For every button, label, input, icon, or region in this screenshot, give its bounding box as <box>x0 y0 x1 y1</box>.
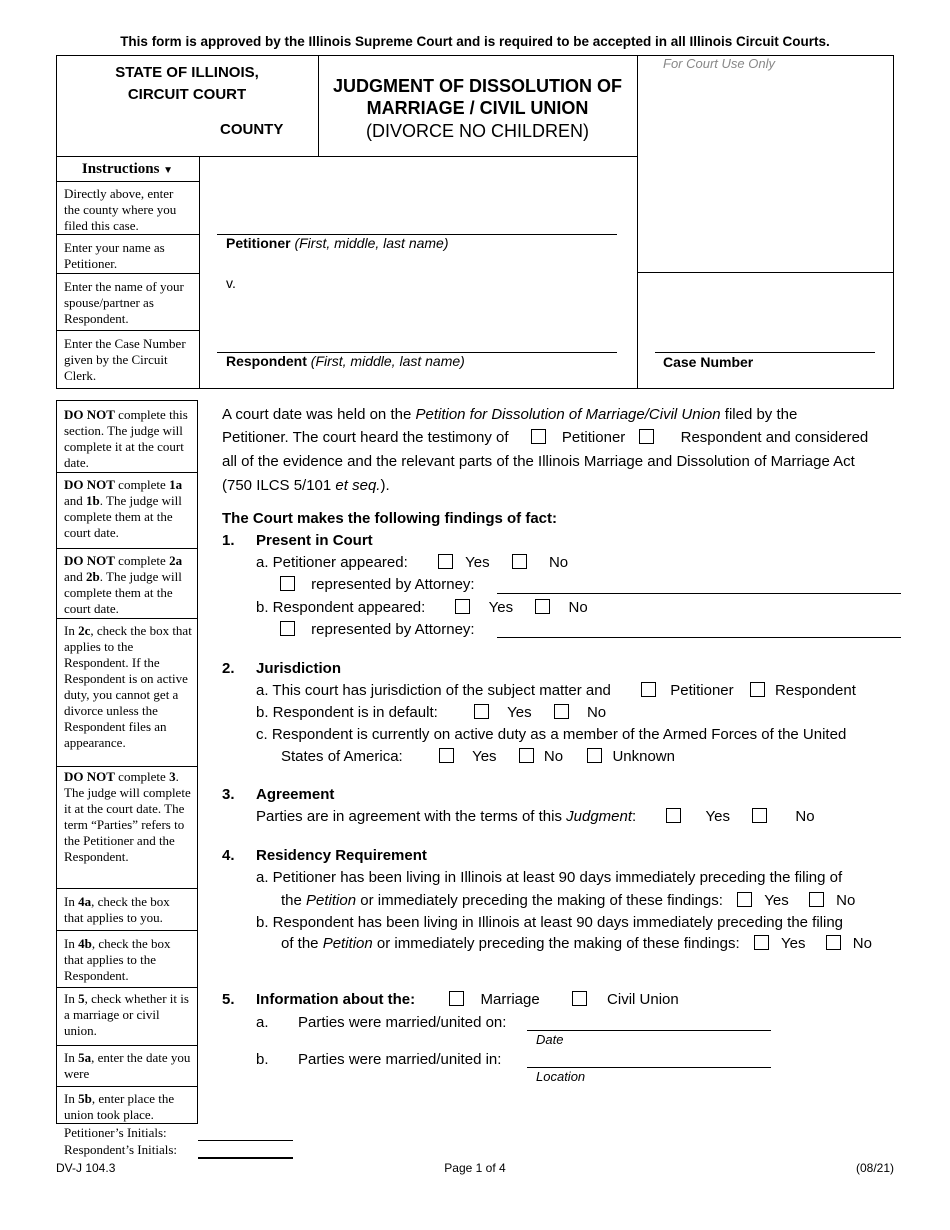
jurisdiction-respondent-checkbox[interactable] <box>750 682 765 697</box>
form-subtitle: (DIVORCE NO CHILDREN) <box>365 121 589 141</box>
triangle-down-icon: ▼ <box>163 165 174 176</box>
union-place-label: Parties were married/united in: <box>298 1051 502 1068</box>
section-3-title: Agreement <box>256 786 335 803</box>
section-2-title: Jurisdiction <box>256 660 342 677</box>
petitioner-initials-label: Petitioner’s Initials: <box>64 1125 167 1140</box>
respondent-residency-yes-checkbox[interactable] <box>754 935 769 950</box>
instruction-section-intro: DO NOT complete this section. The judge will complete it at the court date. <box>64 407 188 470</box>
approval-notice: This form is approved by the Illinois Supreme Court and is required to be accepted in all Illinois Circuit Courts. <box>120 34 830 49</box>
instruction-section-3: DO NOT complete 3. The judge will complete it at the court date. The term “Parties” refers to the Petitioner and the Respondent. <box>64 769 191 864</box>
instruction-section-5b: In 5b, enter place the union took place. <box>64 1091 175 1122</box>
form-title: JUDGMENT OF DISSOLUTION OF MARRIAGE / CIVIL UNION <box>332 76 622 118</box>
section-3-number: 3. <box>222 786 235 803</box>
instruction-section-2ab: DO NOT complete 2a and 2b. The judge will complete them at the court date. <box>64 553 183 616</box>
case-number-field[interactable] <box>655 352 875 353</box>
petitioner-residency-no-checkbox[interactable] <box>809 892 824 907</box>
instructions-heading: Instructions ▼ <box>81 161 174 177</box>
intro-line-3: all of the evidence and the relevant parts of the Illinois Marriage and Dissolution of Marriage Act <box>222 453 855 470</box>
instruction-section-4b: In 4b, check the box that applies to the Respondent. <box>64 936 171 983</box>
respondent-attorney-field[interactable] <box>497 637 901 638</box>
respondent-initials-field[interactable] <box>198 1157 293 1159</box>
petitioner-attorney-row: represented by Attorney: <box>280 576 475 593</box>
instruction-case-number: Enter the Case Number given by the Circuit Clerk. <box>64 336 186 383</box>
union-place-letter: b. <box>256 1051 269 1068</box>
case-number-label: Case Number <box>663 354 754 370</box>
instruction-section-5: In 5, check whether it is a marriage or civil union. <box>64 991 189 1038</box>
default-no-checkbox[interactable] <box>554 704 569 719</box>
instruction-section-2c: In 2c, check the box that applies to the Respondent. If the Respondent is on active duty, you cannot get a divorce unless the Respondent files an appearance. <box>64 623 192 750</box>
petitioner-appeared-yes-checkbox[interactable] <box>438 554 453 569</box>
respondent-residency-row: of the Petition or immediately preceding the making of these findings: Yes No <box>281 935 872 952</box>
active-duty-row: States of America: Yes No Unknown <box>281 748 675 765</box>
court-use-label: For Court Use Only <box>663 56 775 71</box>
jurisdiction-row: a. This court has jurisdiction of the subject matter and Petitioner Respondent <box>256 682 856 699</box>
intro-line-1: A court date was held on the Petition for Dissolution of Marriage/Civil Union filed by the <box>222 406 798 423</box>
agreement-yes-checkbox[interactable] <box>666 808 681 823</box>
section-1-title: Present in Court <box>256 532 373 549</box>
petitioner-label: Petitioner (First, middle, last name) <box>226 235 449 251</box>
form-id: DV-J 104.3 <box>56 1161 116 1175</box>
intro-line-2: Petitioner. The court heard the testimony of Petitioner Respondent and considered <box>222 429 869 446</box>
jurisdiction-petitioner-checkbox[interactable] <box>641 682 656 697</box>
testimony-respondent-checkbox[interactable] <box>639 429 654 444</box>
section-2-number: 2. <box>222 660 235 677</box>
union-date-label: Parties were married/united on: <box>298 1014 507 1031</box>
active-duty-no-checkbox[interactable] <box>519 748 534 763</box>
respondent-attorney-row: represented by Attorney: <box>280 621 475 638</box>
instruction-section-4a: In 4a, check the box that applies to you. <box>64 894 170 925</box>
state-heading: STATE OF ILLINOIS, CIRCUIT COURT <box>115 64 259 103</box>
respondent-initials-label: Respondent’s Initials: <box>64 1142 178 1157</box>
form-version: (08/21) <box>855 1161 894 1175</box>
petitioner-appeared-no-checkbox[interactable] <box>512 554 527 569</box>
petitioner-attorney-checkbox[interactable] <box>280 576 295 591</box>
section-5-number: 5. <box>222 991 235 1008</box>
union-date-caption: Date <box>536 1032 564 1047</box>
instruction-respondent: Enter the name of your spouse/partner as Respondent. <box>64 279 184 326</box>
petitioner-residency-yes-checkbox[interactable] <box>737 892 752 907</box>
section-4-number: 4. <box>222 847 235 864</box>
union-date-field[interactable] <box>527 1030 771 1031</box>
respondent-appeared-row: b. Respondent appeared: Yes No <box>256 599 588 616</box>
page-number: Page 1 of 4 <box>444 1161 506 1175</box>
findings-heading: The Court makes the following findings of fact: <box>222 510 558 527</box>
default-yes-checkbox[interactable] <box>474 704 489 719</box>
civil-union-checkbox[interactable] <box>572 991 587 1006</box>
respondent-residency-no-checkbox[interactable] <box>826 935 841 950</box>
union-date-letter: a. <box>256 1014 269 1031</box>
union-place-field[interactable] <box>527 1067 771 1068</box>
testimony-petitioner-checkbox[interactable] <box>531 429 546 444</box>
union-place-caption: Location <box>536 1069 586 1084</box>
active-duty-unknown-checkbox[interactable] <box>587 748 602 763</box>
county-label: COUNTY <box>220 121 284 138</box>
petitioner-initials-field[interactable] <box>198 1140 293 1141</box>
petitioner-attorney-field[interactable] <box>497 593 901 594</box>
respondent-residency-line-1: b. Respondent has been living in Illinois at least 90 days immediately preceding the filing <box>256 914 844 931</box>
respondent-appeared-no-checkbox[interactable] <box>535 599 550 614</box>
active-duty-yes-checkbox[interactable] <box>439 748 454 763</box>
agreement-row: Parties are in agreement with the terms of this Judgment: Yes No <box>256 808 815 825</box>
respondent-label: Respondent (First, middle, last name) <box>226 353 465 369</box>
instruction-section-1: DO NOT complete 1a and 1b. The judge will complete them at the court date. <box>64 477 183 540</box>
petitioner-residency-line-1: a. Petitioner has been living in Illinois at least 90 days immediately preceding the filing of <box>256 869 843 886</box>
versus-label: v. <box>226 275 236 291</box>
intro-line-4: (750 ILCS 5/101 et seq.). <box>222 477 390 494</box>
instruction-petitioner: Enter your name as Petitioner. <box>64 240 165 271</box>
agreement-no-checkbox[interactable] <box>752 808 767 823</box>
instruction-section-5a: In 5a, enter the date you were <box>64 1050 191 1081</box>
respondent-attorney-checkbox[interactable] <box>280 621 295 636</box>
petitioner-residency-row: the Petition or immediately preceding the making of these findings: Yes No <box>281 892 856 909</box>
petitioner-appeared-row: a. Petitioner appeared: Yes No <box>256 554 569 571</box>
section-4-title: Residency Requirement <box>256 847 427 864</box>
marriage-checkbox[interactable] <box>449 991 464 1006</box>
instruction-county: Directly above, enter the county where you filed this case. <box>64 186 177 233</box>
default-row: b. Respondent is in default: Yes No <box>256 704 607 721</box>
union-type-row: Information about the: Marriage Civil Union <box>256 991 679 1008</box>
section-1-number: 1. <box>222 532 235 549</box>
respondent-appeared-yes-checkbox[interactable] <box>455 599 470 614</box>
active-duty-line-1: c. Respondent is currently on active duty as a member of the Armed Forces of the United <box>256 726 847 743</box>
